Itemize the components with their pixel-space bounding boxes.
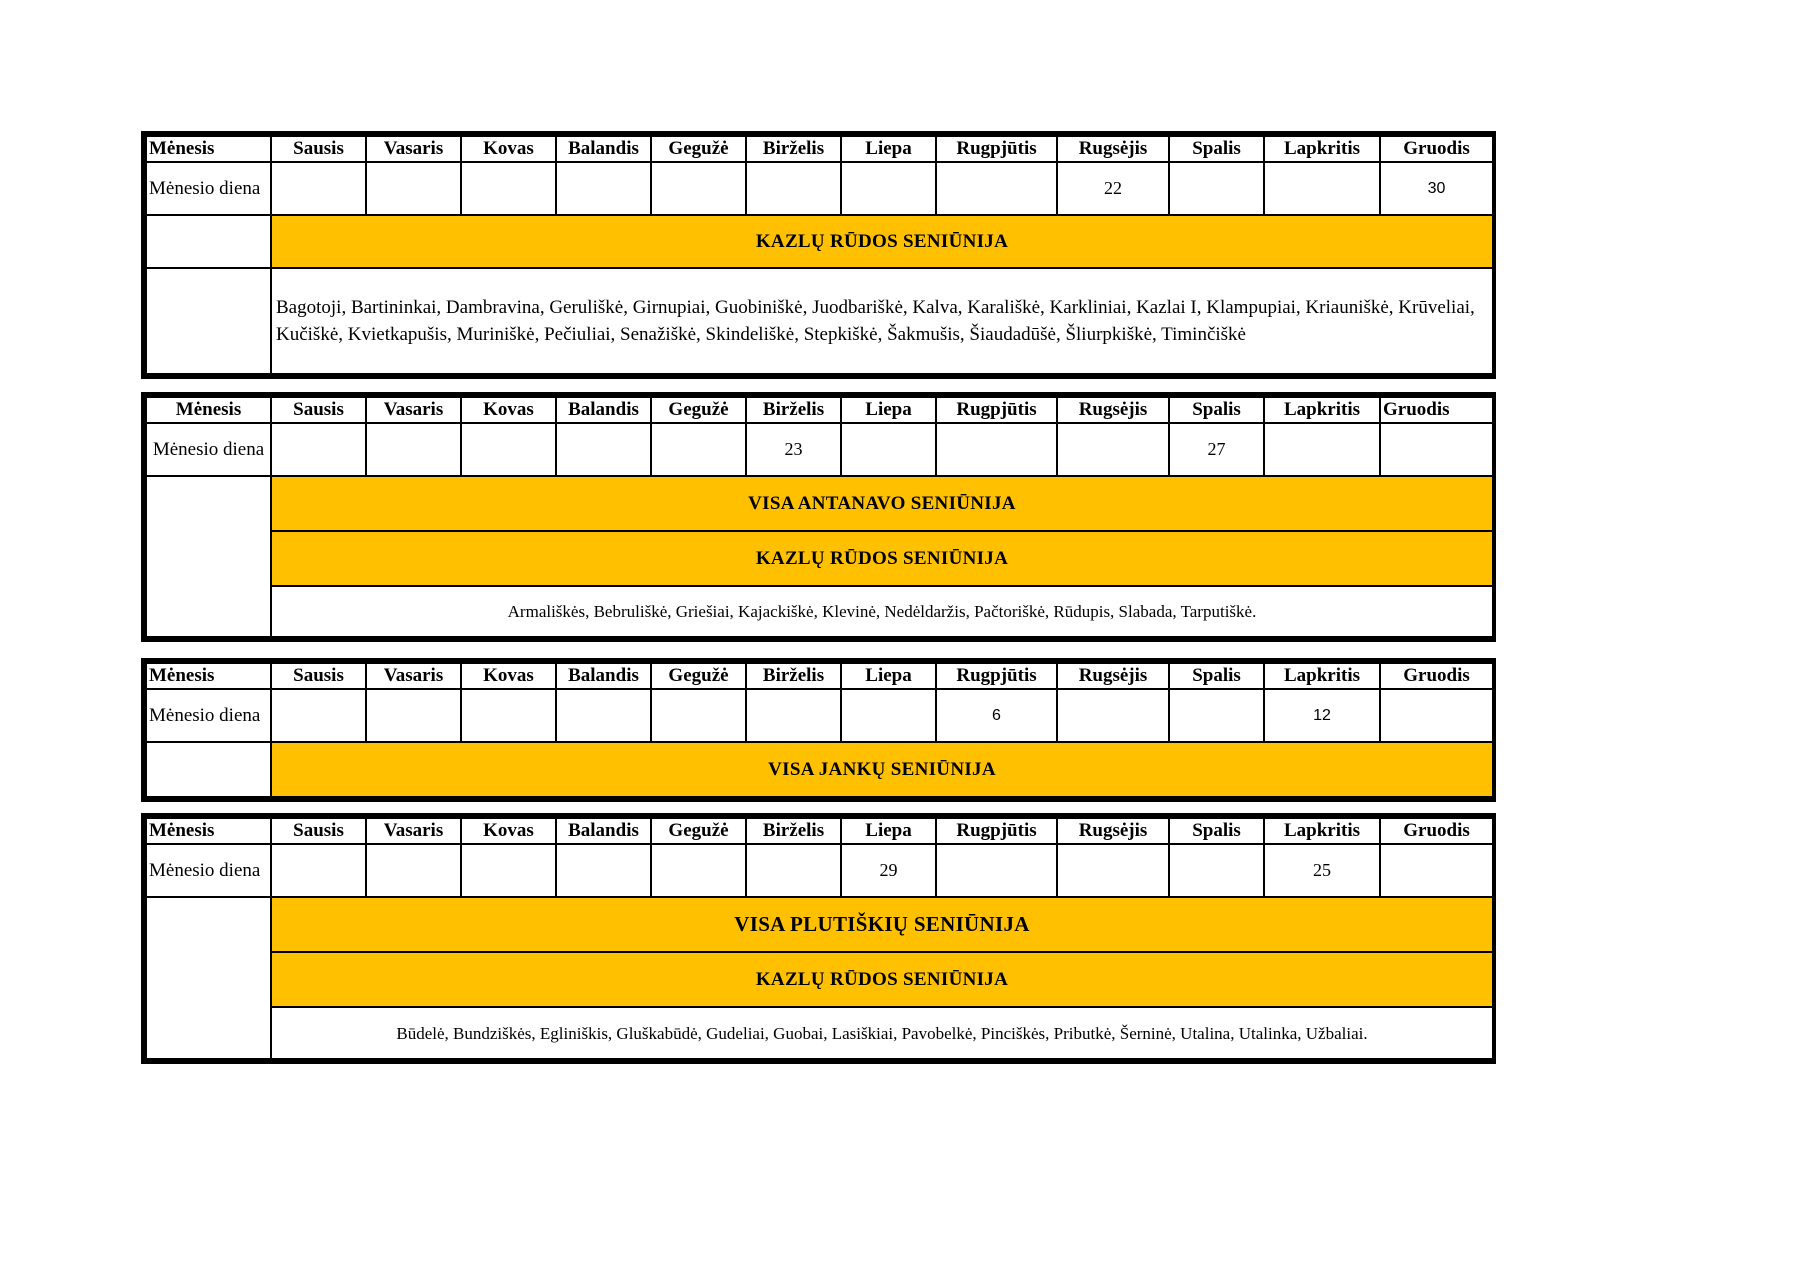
villages-list: Bagotoji, Bartininkai, Dambravina, Geruliškė, Girnupiai, Guobiniškė, Juodbariškė, Kalva, Karališkė, Karkliniai, Kazlai I, Klampupiai, Kriauniškė, Krūveliai, Kučiškė, Kvietkapušis, Muriniškė, Pečiuliai, Senažiškė, Skindeliškė, Stepkiškė, Šakmušis, Šiaudadūšė, Šliurpkiškė, Timinčiškė — [271, 268, 1493, 374]
district-band: KAZLŲ RŪDOS SENIŪNIJA — [271, 952, 1493, 1007]
day-row — [146, 689, 1493, 742]
month-header-cell: Sausis — [271, 663, 366, 689]
month-header-cell: Gruodis — [1380, 818, 1493, 844]
blank-cell — [146, 268, 271, 374]
month-header-cell: Kovas — [461, 136, 556, 162]
month-header-cell: Rugpjūtis — [936, 663, 1057, 689]
month-header-cell: Gruodis — [1380, 397, 1493, 423]
day-cell — [1169, 162, 1264, 215]
day-cell — [556, 689, 651, 742]
district-band-row — [146, 215, 1493, 268]
day-cell — [746, 162, 841, 215]
day-cell — [651, 162, 746, 215]
month-header-cell: Rugpjūtis — [936, 136, 1057, 162]
day-cell — [746, 689, 841, 742]
month-header-cell: Rugsėjis — [1057, 397, 1169, 423]
month-header-cell: Lapkritis — [1264, 397, 1380, 423]
day-cell — [271, 162, 366, 215]
day-cell — [1380, 689, 1493, 742]
day-row-label: Mėnesio diena — [146, 844, 271, 897]
month-header-cell: Gegužė — [651, 663, 746, 689]
month-header-cell: Balandis — [556, 397, 651, 423]
schedule-table-antanavo — [141, 392, 1496, 642]
day-cell — [461, 162, 556, 215]
month-header-cell: Liepa — [841, 818, 936, 844]
month-header-row — [146, 136, 1493, 162]
blank-cell — [146, 215, 271, 268]
district-band-row — [146, 476, 1493, 531]
day-cell: 29 — [841, 844, 936, 897]
day-cell: 12 — [1264, 689, 1380, 742]
month-header-cell: Spalis — [1169, 818, 1264, 844]
month-header-cell: Birželis — [746, 136, 841, 162]
month-header-cell: Rugsėjis — [1057, 136, 1169, 162]
blank-cell — [146, 897, 271, 1059]
day-cell — [651, 423, 746, 476]
month-header-cell: Lapkritis — [1264, 663, 1380, 689]
day-cell — [1264, 423, 1380, 476]
month-header-cell: Rugpjūtis — [936, 397, 1057, 423]
schedule-table-plutiskiu — [141, 813, 1496, 1064]
month-header-cell: Birželis — [746, 397, 841, 423]
day-cell — [746, 844, 841, 897]
month-header-cell: Sausis — [271, 136, 366, 162]
month-header-cell: Gegužė — [651, 818, 746, 844]
day-cell — [1264, 162, 1380, 215]
day-row — [146, 844, 1493, 897]
day-cell: 22 — [1057, 162, 1169, 215]
villages-row — [146, 1007, 1493, 1059]
day-cell — [651, 689, 746, 742]
schedule-table-kazlu-ruda-1 — [141, 131, 1496, 379]
month-header-row — [146, 397, 1493, 423]
month-header-cell: Vasaris — [366, 397, 461, 423]
month-header-cell: Liepa — [841, 397, 936, 423]
month-header-cell: Lapkritis — [1264, 136, 1380, 162]
district-band: VISA ANTANAVO SENIŪNIJA — [271, 476, 1493, 531]
month-header-cell: Rugpjūtis — [936, 818, 1057, 844]
month-header-cell: Liepa — [841, 136, 936, 162]
schedule-table-janku — [141, 658, 1496, 802]
villages-row — [146, 268, 1493, 374]
day-cell — [841, 423, 936, 476]
month-header-cell: Rugsėjis — [1057, 818, 1169, 844]
day-row-label: Mėnesio diena — [146, 689, 271, 742]
district-band-row — [146, 897, 1493, 952]
month-header-cell: Balandis — [556, 818, 651, 844]
day-cell — [271, 844, 366, 897]
day-row — [146, 162, 1493, 215]
month-header-label: Mėnesis — [146, 397, 271, 423]
month-header-cell: Liepa — [841, 663, 936, 689]
day-cell — [366, 423, 461, 476]
day-cell — [461, 423, 556, 476]
day-cell — [841, 689, 936, 742]
day-cell — [936, 423, 1057, 476]
day-row-label: Mėnesio diena — [146, 162, 271, 215]
district-band: KAZLŲ RŪDOS SENIŪNIJA — [271, 531, 1493, 586]
month-header-cell: Gegužė — [651, 397, 746, 423]
villages-row — [146, 586, 1493, 637]
month-header-cell: Kovas — [461, 818, 556, 844]
month-header-cell: Spalis — [1169, 663, 1264, 689]
day-cell — [556, 162, 651, 215]
day-cell: 27 — [1169, 423, 1264, 476]
month-header-cell: Vasaris — [366, 818, 461, 844]
day-cell — [1057, 689, 1169, 742]
month-header-cell: Birželis — [746, 663, 841, 689]
day-cell — [556, 844, 651, 897]
day-cell — [366, 844, 461, 897]
day-row — [146, 423, 1493, 476]
month-header-cell: Rugsėjis — [1057, 663, 1169, 689]
blank-cell — [146, 476, 271, 637]
day-cell: 23 — [746, 423, 841, 476]
day-cell — [1057, 844, 1169, 897]
day-cell — [1169, 844, 1264, 897]
month-header-label: Mėnesis — [146, 818, 271, 844]
day-cell — [271, 423, 366, 476]
day-row-label: Mėnesio diena — [146, 423, 271, 476]
day-cell — [556, 423, 651, 476]
district-band-row — [146, 742, 1493, 797]
district-band-row — [146, 531, 1493, 586]
district-band: KAZLŲ RŪDOS SENIŪNIJA — [271, 215, 1493, 268]
month-header-cell: Gruodis — [1380, 136, 1493, 162]
month-header-cell: Spalis — [1169, 136, 1264, 162]
month-header-row — [146, 818, 1493, 844]
villages-list: Būdelė, Bundziškės, Egliniškis, Gluškabūdė, Gudeliai, Guobai, Lasiškiai, Pavobelkė, Pinciškės, Pributkė, Šerninė, Utalina, Utalinka, Užbaliai. — [271, 1007, 1493, 1059]
month-header-cell: Gegužė — [651, 136, 746, 162]
day-cell — [936, 162, 1057, 215]
month-header-cell: Birželis — [746, 818, 841, 844]
month-header-cell: Sausis — [271, 397, 366, 423]
day-cell — [1380, 844, 1493, 897]
month-header-cell: Gruodis — [1380, 663, 1493, 689]
month-header-cell: Vasaris — [366, 663, 461, 689]
month-header-cell: Lapkritis — [1264, 818, 1380, 844]
day-cell — [651, 844, 746, 897]
district-band: VISA JANKŲ SENIŪNIJA — [271, 742, 1493, 797]
day-cell: 25 — [1264, 844, 1380, 897]
day-cell: 30 — [1380, 162, 1493, 215]
district-band-row — [146, 952, 1493, 1007]
district-band: VISA PLUTIŠKIŲ SENIŪNIJA — [271, 897, 1493, 952]
month-header-cell: Vasaris — [366, 136, 461, 162]
month-header-cell: Sausis — [271, 818, 366, 844]
month-header-row — [146, 663, 1493, 689]
day-cell — [1169, 689, 1264, 742]
day-cell — [1057, 423, 1169, 476]
day-cell — [936, 844, 1057, 897]
month-header-label: Mėnesis — [146, 136, 271, 162]
day-cell — [366, 162, 461, 215]
month-header-cell: Kovas — [461, 397, 556, 423]
month-header-cell: Balandis — [556, 663, 651, 689]
day-cell — [1380, 423, 1493, 476]
day-cell — [841, 162, 936, 215]
day-cell — [271, 689, 366, 742]
month-header-cell: Balandis — [556, 136, 651, 162]
day-cell — [461, 844, 556, 897]
day-cell — [366, 689, 461, 742]
villages-list: Armališkės, Bebruliškė, Griešiai, Kajackiškė, Klevinė, Nedėldaržis, Pačtoriškė, Rūdupis, Slabada, Tarputiškė. — [271, 586, 1493, 637]
day-cell: 6 — [936, 689, 1057, 742]
blank-cell — [146, 742, 271, 797]
day-cell — [461, 689, 556, 742]
month-header-label: Mėnesis — [146, 663, 271, 689]
month-header-cell: Kovas — [461, 663, 556, 689]
month-header-cell: Spalis — [1169, 397, 1264, 423]
